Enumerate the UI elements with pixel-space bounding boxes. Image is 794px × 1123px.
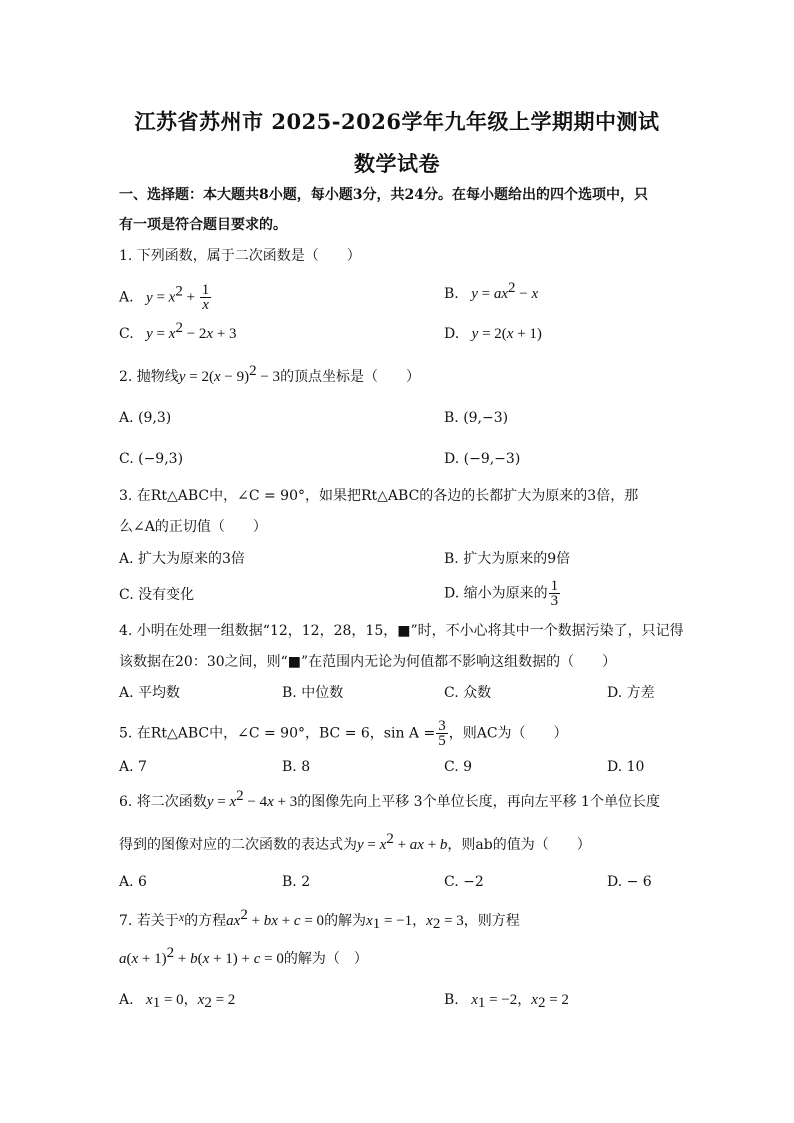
q7-option-b: B. $x_1 = -2$，$x_2 = 2$: [444, 992, 569, 1011]
q4-stem-line2: 该数据在20：30之间，则“■”在范围内无论为何值都不影响这组数据的（ ）: [119, 654, 617, 670]
q6-line1-pre: 6. 将二次函数: [119, 794, 207, 810]
q7-stem-line2: $a(x + 1)^2 + b(x + 1) + c = 0$的解为（ ）: [119, 945, 368, 967]
q5-stem-post: ，则AC为（ ）: [448, 725, 568, 742]
q4-stem-line1: 4. 小明在处理一组数据“12，12，28，15，■”时，不小心将其中一个数据污染了，只记得: [119, 623, 684, 639]
q3-option-a: A. 扩大为原来的3倍: [119, 551, 245, 567]
q7-stem-line1: 7. 若关于x的方程$ax^2$ + bx + c = 0的解为$x_1 = -1$，$x_2 = 3$，则方程: [119, 907, 520, 932]
q1-option-b-label: B.: [444, 286, 459, 302]
q3-option-b: B. 扩大为原来的9倍: [444, 551, 571, 567]
q5-option-d: D. 10: [607, 759, 645, 775]
q2-option-a: A. (9,3): [119, 410, 172, 426]
q3-stem-line2: 么∠A的正切值（ ）: [119, 519, 267, 535]
q6-option-a: A. 6: [119, 874, 147, 890]
q1-stem: 1. 下列函数，属于二次函数是（ ）: [119, 248, 361, 264]
q5-option-c: C. 9: [444, 759, 473, 775]
q7-option-a: A. $x_1 = 0$，$x_2 = 2$: [119, 992, 236, 1011]
q1-option-d-label: D.: [444, 326, 460, 342]
q2-stem-post: 的顶点坐标是（ ）: [280, 369, 421, 385]
q1-option-d: D. y = 2(x + 1): [444, 326, 542, 342]
q6-option-d: D. − 6: [607, 874, 652, 890]
q3-option-d-text: D. 缩小为原来的: [444, 585, 548, 602]
q7-line1-mid: 的方程: [184, 913, 227, 929]
q5-stem-pre: 5. 在Rt△ABC中，∠C = 90°，BC = 6，sin A =: [119, 725, 436, 742]
exam-subtitle: 数学试卷: [354, 151, 440, 176]
q5-option-b: B. 8: [282, 759, 311, 775]
q4-option-d: D. 方差: [607, 685, 655, 701]
q6-option-b: B. 2: [282, 874, 311, 890]
section-instructions-line1: 一、选择题：本大题共8小题，每小题3分，共24分。在每小题给出的四个选项中，只: [119, 187, 648, 203]
q4-option-c: C. 众数: [444, 685, 492, 701]
q2-option-c: C. (−9,3): [119, 451, 184, 467]
q2-option-b: B. (9,−3): [444, 410, 509, 426]
q1-option-c: C. $y = x^2 - 2x + 3$: [119, 320, 237, 342]
q3-stem-line1: 3. 在Rt△ABC中，∠C = 90°，如果把Rt△ABC的各边的长都扩大为原来的3倍，那: [119, 488, 639, 504]
q5-option-a: A. 7: [119, 759, 147, 775]
q6-option-c: C. −2: [444, 874, 484, 890]
q4-option-a: A. 平均数: [119, 685, 181, 701]
q3-option-d: [444, 579, 561, 608]
q6-line2-post: ，则ab的值为（ ）: [447, 837, 591, 853]
q2-option-d: D. (−9,−3): [444, 451, 521, 467]
q1-option-b: B. $y = ax^2 - x$: [444, 280, 539, 302]
q7-line1-pre: 7. 若关于: [119, 913, 179, 929]
q7-line2-post: 的解为（ ）: [283, 951, 368, 967]
section-instructions-line2: 有一项是符合题目要求的。: [119, 217, 287, 233]
q7-option-b-label: B.: [444, 992, 459, 1008]
q2-stem: 2. 抛物线$y = 2(x - 9)^2 - 3$的顶点坐标是（ ）: [119, 363, 421, 385]
q6-stem-line2: 得到的图像对应的二次函数的表达式为$y = x^2$ + ax + b，则ab的值为（ ）: [119, 831, 591, 853]
q7-option-a-label: A.: [119, 992, 134, 1008]
q6-stem-line1: 6. 将二次函数$y = x^2 - 4x + 3$的图像先向上平移 3个单位长度，再向左平移 1个单位长度: [119, 788, 660, 810]
q3-fraction: $\frac{1}{3}$: [550, 578, 559, 609]
q5-fraction: $\frac{3}{5}$: [438, 718, 446, 749]
q7-line1-mid2: 的解为: [324, 913, 367, 929]
exam-title: 江苏省苏州市 2025-2026学年九年级上学期期中测试: [134, 109, 660, 134]
q6-line1-post: 的图像先向上平移 3个单位长度，再向左平移 1个单位长度: [297, 794, 660, 810]
q1-option-c-label: C.: [119, 326, 134, 342]
q7-line1-post: ，则方程: [463, 913, 520, 929]
q3-option-c: C. 没有变化: [119, 587, 195, 603]
q1-option-a-formula: y: [146, 289, 153, 306]
q4-option-b: B. 中位数: [282, 685, 344, 701]
q6-line2-pre: 得到的图像对应的二次函数的表达式为: [119, 837, 357, 853]
q5-stem: [119, 718, 568, 749]
q1-fraction: $\frac{1}{x}$: [201, 282, 210, 313]
q1-option-a: A. $y = x^2$ + $\frac{1}{x}$: [119, 282, 210, 313]
q2-stem-pre: 2. 抛物线: [119, 369, 179, 385]
q1-option-a-label: A.: [119, 289, 134, 306]
